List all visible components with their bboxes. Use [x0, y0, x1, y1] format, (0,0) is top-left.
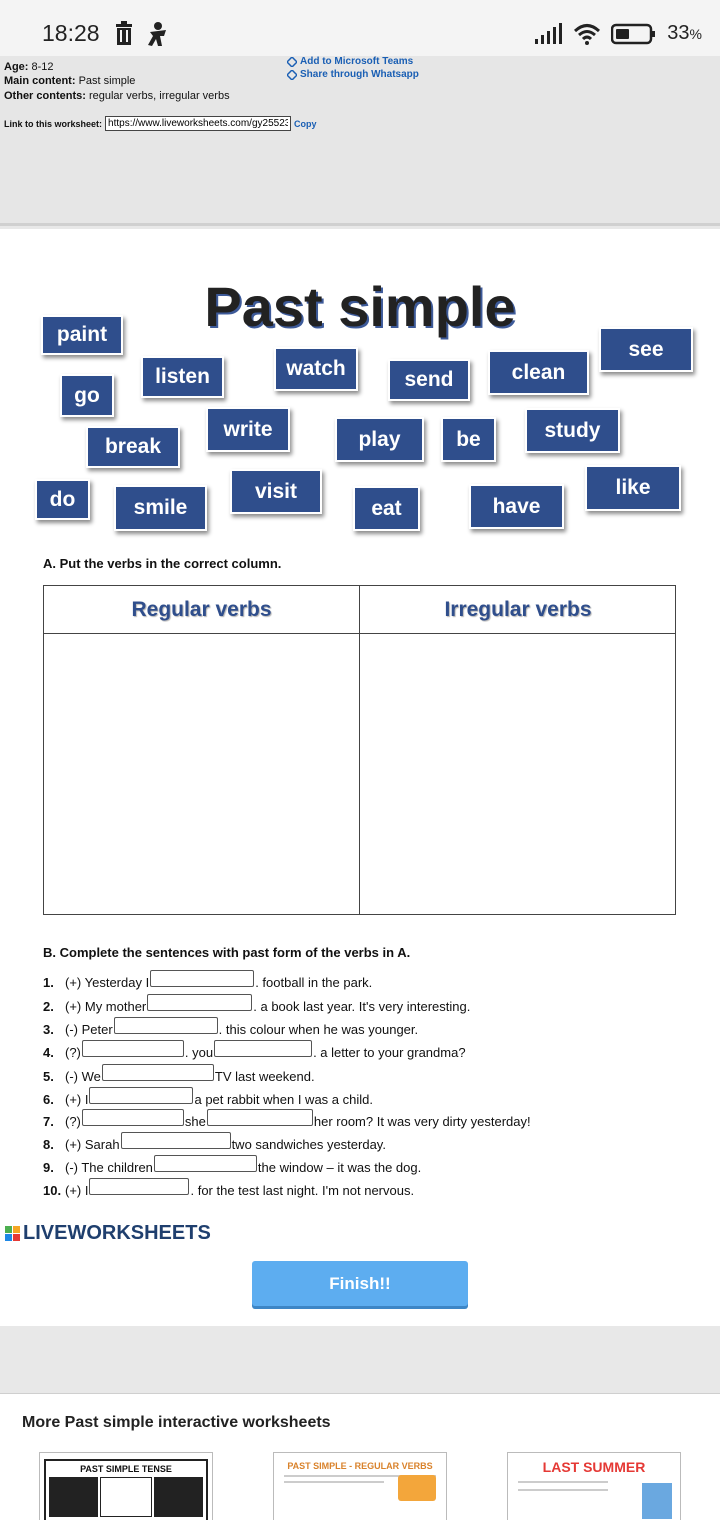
verb-card-see[interactable]: see — [599, 327, 693, 372]
verb-sort-table — [43, 585, 676, 915]
notification-icons — [112, 20, 174, 53]
liveworksheets-logo: LIVEWORKSHEETS — [5, 1222, 211, 1245]
answer-input-4a[interactable] — [82, 1040, 184, 1057]
sentence-10: 10. (+) I . for the test last night. I'm not nervous. — [43, 1182, 414, 1199]
answer-input-8[interactable] — [121, 1132, 231, 1149]
share-diamond-icon — [287, 57, 297, 67]
sentence-8: 8. (+) Sarah two sandwiches yesterday. — [43, 1136, 386, 1153]
status-bar — [0, 0, 720, 56]
sentence-2: 2. (+) My mother . a book last year. It's very interesting. — [43, 998, 470, 1015]
worksheet-page — [0, 229, 720, 1326]
sentence-9: 9. (-) The children the window – it was the dog. — [43, 1159, 421, 1176]
regular-verbs-dropzone[interactable] — [44, 635, 359, 915]
signal-icon — [533, 23, 563, 45]
sentence-1: 1. (+) Yesterday I . football in the park. — [43, 974, 372, 991]
battery-percent: 33% — [667, 22, 702, 44]
irregular-verbs-dropzone[interactable] — [360, 635, 676, 915]
answer-input-7b[interactable] — [207, 1109, 313, 1126]
verb-card-listen[interactable]: listen — [141, 356, 224, 398]
main-content-line: Main content: Past simple — [4, 75, 136, 87]
worksheet-link-input[interactable] — [105, 116, 291, 131]
verb-card-like[interactable]: like — [585, 465, 681, 511]
age-line: Age: 8-12 — [4, 61, 54, 73]
verb-card-be[interactable]: be — [441, 417, 496, 462]
thumbnail-past-simple-regular[interactable]: PAST SIMPLE - REGULAR VERBS — [273, 1452, 447, 1520]
liveworksheets-logo-icon — [5, 1226, 21, 1242]
thumbnail-past-simple-tense[interactable]: PAST SIMPLE TENSE — [39, 1452, 213, 1520]
verb-card-paint[interactable]: paint — [41, 315, 123, 355]
link-label: Link to this worksheet: — [4, 118, 103, 129]
verb-card-smile[interactable]: smile — [114, 485, 207, 531]
worksheet-info — [0, 56, 720, 226]
more-worksheets-section — [0, 1393, 720, 1520]
verb-card-send[interactable]: send — [388, 359, 470, 401]
verb-card-clean[interactable]: clean — [488, 350, 589, 395]
thumbnail-last-summer[interactable]: LAST SUMMER — [507, 1452, 681, 1520]
worksheet-link-row — [4, 116, 317, 131]
sentence-5: 5. (-) We TV last weekend. — [43, 1068, 315, 1085]
verb-card-break[interactable]: break — [86, 426, 180, 468]
answer-input-3[interactable] — [114, 1017, 218, 1034]
answer-input-6[interactable] — [89, 1087, 193, 1104]
verb-card-have[interactable]: have — [469, 484, 564, 529]
task-a-instruction: A. Put the verbs in the correct column. — [43, 556, 282, 571]
more-worksheets-title: More Past simple interactive worksheets — [22, 1414, 331, 1431]
verb-card-visit[interactable]: visit — [230, 469, 322, 514]
verb-card-play[interactable]: play — [335, 417, 424, 462]
copy-link-button[interactable]: Copy — [294, 118, 317, 129]
answer-input-5[interactable] — [102, 1064, 214, 1081]
irregular-verbs-header: Irregular verbs — [360, 586, 676, 634]
wifi-icon — [573, 23, 601, 45]
battery-icon — [611, 23, 657, 45]
sentence-4: 4. (?) . you . a letter to your grandma? — [43, 1044, 466, 1061]
verb-card-study[interactable]: study — [525, 408, 620, 453]
finish-button[interactable]: Finish!! — [252, 1261, 468, 1306]
verb-card-eat[interactable]: eat — [353, 486, 420, 531]
game-character-icon — [148, 22, 166, 46]
sentence-6: 6. (+) I a pet rabbit when I was a child. — [43, 1091, 373, 1108]
answer-input-7a[interactable] — [82, 1109, 184, 1126]
answer-input-2[interactable] — [147, 994, 252, 1011]
verb-card-go[interactable]: go — [60, 374, 114, 417]
worksheet-title: Past simple — [204, 275, 516, 338]
sentence-7: 7. (?) she her room? It was very dirty yesterday! — [43, 1113, 531, 1130]
answer-input-4b[interactable] — [214, 1040, 312, 1057]
verb-card-write[interactable]: write — [206, 407, 290, 452]
verb-card-watch[interactable]: watch — [274, 347, 358, 391]
other-contents-line: Other contents: regular verbs, irregular verbs — [4, 90, 230, 102]
share-diamond-icon — [287, 70, 297, 80]
add-to-teams-link[interactable]: Add to Microsoft Teams — [287, 56, 413, 67]
share-whatsapp-link[interactable]: Share through Whatsapp — [287, 69, 419, 80]
answer-input-10[interactable] — [89, 1178, 189, 1195]
regular-verbs-header: Regular verbs — [44, 586, 359, 634]
task-b-instruction: B. Complete the sentences with past form of the verbs in A. — [43, 945, 411, 960]
verb-card-do[interactable]: do — [35, 479, 90, 520]
sentence-3: 3. (-) Peter . this colour when he was younger. — [43, 1021, 418, 1038]
status-time: 18:28 — [42, 20, 100, 46]
answer-input-1[interactable] — [150, 970, 254, 987]
trash-icon — [116, 21, 132, 45]
answer-input-9[interactable] — [154, 1155, 257, 1172]
